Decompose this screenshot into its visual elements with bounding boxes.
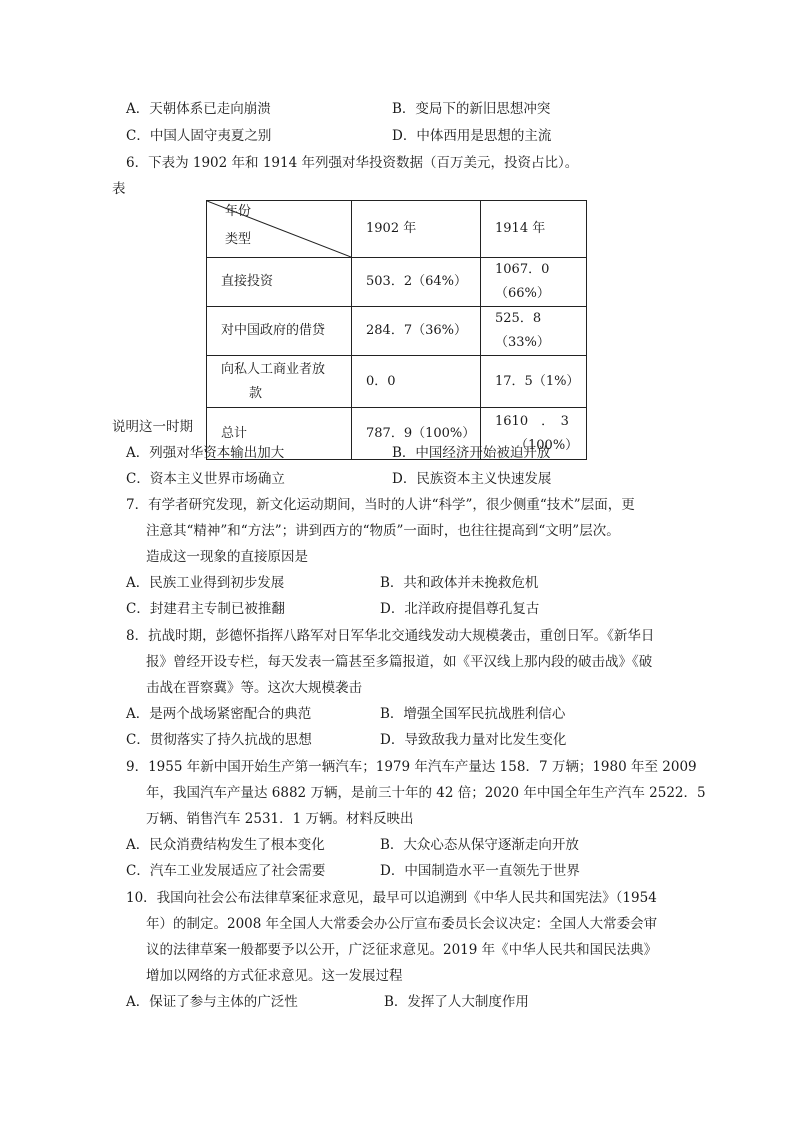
diagonal-header-cell [207, 201, 352, 258]
q8-option-d: D．导致敌我力量对比发生变化 [380, 732, 567, 748]
q5-option-b: B．变局下的新旧思想冲突 [392, 101, 551, 117]
row-1902-value: 787．9（100%） [352, 408, 481, 460]
q9-option-d: D．中国制造水平一直领先于世界 [380, 863, 580, 879]
q6-stem: 6．下表为 1902 年和 1914 年列强对华投资数据（百万美元，投资占比）。 [126, 155, 579, 171]
q6-table-caption: 表 [112, 181, 126, 197]
row-type-line1: 向私人工商业者放 [221, 361, 326, 377]
q9-option-c: C．汽车工业发展适应了社会需要 [126, 863, 326, 879]
q6-option-a: A．列强对华资本输出加大 [126, 445, 285, 461]
q8-option-a: A．是两个战场紧密配合的典范 [126, 706, 312, 722]
row-1902-value: 503．2（64%） [352, 258, 481, 307]
q9-option-b: B．大众心态从保守逐渐走向开放 [380, 837, 579, 853]
row-type-line2: 款 [249, 385, 263, 401]
q10-line2: 年）的制定。2008 年全国人大常委会办公厅宣布委员长会议决定：全国人大常委会审 [146, 916, 658, 932]
q5-option-d: D．中体西用是思想的主流 [392, 128, 552, 144]
table-header-row [207, 201, 587, 258]
table-row [207, 356, 587, 408]
q7-option-c: C．封建君主专制已被推翻 [126, 601, 285, 617]
header-1914: 1914 年 [481, 201, 587, 258]
total-1914-line2: （100%） [515, 437, 579, 453]
q7-option-a: A．民族工业得到初步发展 [126, 575, 285, 591]
total-1914-line1: 1610 ． 3 [495, 413, 569, 429]
q9-line1: 9．1955 年新中国开始生产第一辆汽车；1979 年汽车产量达 158．7 万辆；1980 年至 2009 [126, 759, 697, 775]
q7-option-b: B．共和政体并未挽救危机 [380, 575, 539, 591]
row-1902-value: 284．7（36%） [352, 307, 481, 356]
table-row [207, 307, 587, 356]
row-1902-value: 0．0 [352, 356, 481, 408]
header-type-label: 类型 [225, 232, 252, 247]
row-type: 直接投资 [207, 258, 352, 307]
q7-option-d: D．北洋政府提倡尊孔复古 [380, 601, 540, 617]
q8-line1: 8．抗战时期，彭德怀指挥八路军对日军华北交通线发动大规模袭击，重创日军。《新华日 [126, 628, 655, 644]
q5-option-c: C．中国人固守夷夏之别 [126, 128, 272, 144]
q6-option-c: C．资本主义世界市场确立 [126, 471, 285, 487]
header-year-label: 年份 [225, 204, 252, 219]
row-type: 对中国政府的借贷 [207, 307, 352, 356]
q8-line3: 击战在晋察冀》等。这次大规模袭击 [146, 680, 362, 696]
q8-option-b: B．增强全国军民抗战胜利信心 [380, 706, 566, 722]
q10-option-a: A．保证了参与主体的广泛性 [126, 994, 298, 1010]
q6-option-d: D．民族资本主义快速发展 [392, 471, 552, 487]
q9-line2: 年，我国汽车产量达 6882 万辆，是前三十年的 42 倍；2020 年中国全年生产汽车 2522．5 [146, 785, 706, 801]
q8-line2: 报》曾经开设专栏，每天发表一篇甚至多篇报道，如《平汉线上那内段的破击战》《破 [146, 654, 653, 670]
q10-line3: 议的法律草案一般都要予以公开，广泛征求意见。2019 年《中华人民共和国民法典》 [146, 942, 658, 958]
q9-line3: 万辆、销售汽车 2531．1 万辆。材料反映出 [146, 811, 414, 827]
q7-line2: 注意其“精神”和“方法”；讲到西方的“物质”一面时，也往往提高到“文明”层次。 [146, 523, 620, 539]
q10-option-b: B．发挥了人大制度作用 [384, 994, 529, 1010]
q5-option-a: A．天朝体系已走向崩溃 [126, 101, 271, 117]
header-1902: 1902 年 [352, 201, 481, 258]
q10-line1: 10．我国向社会公布法律草案征求意见，最早可以追溯到《中华人民共和国宪法》（1954 [126, 890, 657, 906]
row-type [207, 356, 352, 408]
q6-tail: 说明这一时期 [112, 419, 193, 435]
q10-line4: 增加以网络的方式征求意见。这一发展过程 [146, 968, 403, 984]
row-type: 总计 [207, 408, 352, 460]
row-1914-value: 17．5（1%） [481, 356, 587, 408]
q7-line1: 7．有学者研究发现，新文化运动期间，当时的人讲“科学”，很少侧重“技术”层面，更 [126, 497, 635, 513]
q8-option-c: C．贯彻落实了持久抗战的思想 [126, 732, 312, 748]
investment-table [206, 200, 587, 460]
q6-option-b: B．中国经济开始被迫开放 [392, 445, 551, 461]
table-row [207, 258, 587, 307]
row-1914-value: 1067．0（66%） [481, 258, 587, 307]
q9-option-a: A．民众消费结构发生了根本变化 [126, 837, 325, 853]
q7-line3: 造成这一现象的直接原因是 [146, 549, 308, 565]
row-1914-value: 525．8（33%） [481, 307, 587, 356]
